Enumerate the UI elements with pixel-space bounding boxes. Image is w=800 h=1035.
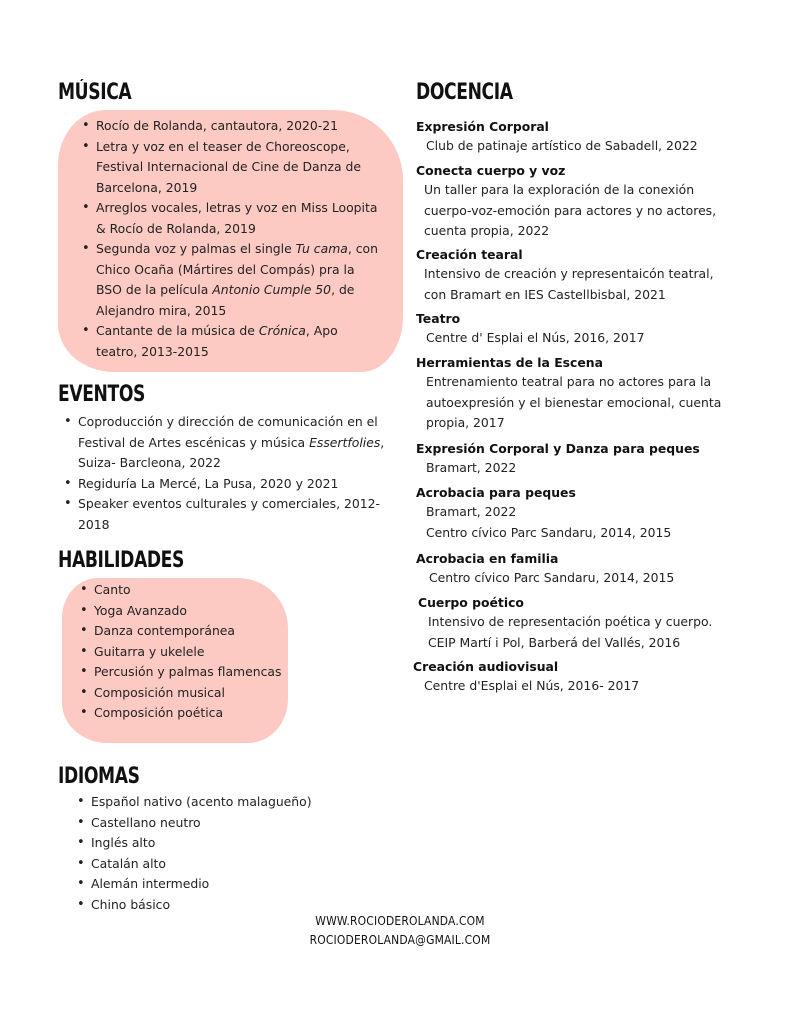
entry-line: Centro cívico Parc Sandaru, 2014, 2015 xyxy=(429,570,675,585)
list-item xyxy=(78,239,378,321)
docencia-entry xyxy=(418,594,748,653)
entry-title: Expresión Corporal xyxy=(416,119,549,134)
eventos-list xyxy=(60,412,390,535)
docencia-entry xyxy=(416,246,746,305)
entry-line: Bramart, 2022 xyxy=(426,504,517,519)
idiomas-title: IDIOMAS xyxy=(58,764,140,789)
item-text: Cantante de la música de xyxy=(96,323,259,338)
musica-title: MÚSICA xyxy=(58,80,132,105)
entry-line: cuerpo-voz-emoción para actores y no actores, xyxy=(424,202,717,218)
list-item: • Rocío de Rolanda, cantautora, 2020-21 xyxy=(78,116,378,137)
docencia-entry xyxy=(416,440,746,479)
list-item: • Letra y voz en el teaser de Choreoscope, Festival Internacional de Cine de Danza de Barcelona, 2019 xyxy=(78,137,378,199)
docencia-title: DOCENCIA xyxy=(416,80,513,105)
website-link[interactable]: WWW.ROCIODEROLANDA.COM xyxy=(315,913,485,928)
list-item: • Composición poética xyxy=(76,703,296,724)
entry-line: Un taller para la exploración de la conexión xyxy=(424,182,695,197)
habilidades-list xyxy=(76,580,296,724)
entry-line: Entrenamiento teatral para no actores para la xyxy=(426,374,712,389)
list-item xyxy=(78,321,378,362)
docencia-entry xyxy=(416,118,746,157)
list-item: • Chino básico xyxy=(73,895,373,916)
entry-title: Acrobacia para peques xyxy=(416,485,576,500)
entry-line: Club de patinaje artístico de Sabadell, 2022 xyxy=(426,138,698,153)
list-item: • Catalán alto xyxy=(73,854,373,875)
list-item: • Percusión y palmas flamencas xyxy=(76,662,296,683)
list-item: • Composición musical xyxy=(76,683,296,704)
docencia-entry xyxy=(416,484,746,543)
list-item: • Yoga Avanzado xyxy=(76,601,296,622)
list-item: • Arreglos vocales, letras y voz en Miss Loopita & Rocío de Rolanda, 2019 xyxy=(78,198,378,239)
item-text: Segunda voz y palmas el single xyxy=(96,241,296,256)
entry-title: Acrobacia en familia xyxy=(416,551,559,566)
entry-line: con Bramart en IES Castellbisbal, 2021 xyxy=(424,286,666,302)
entry-line: CEIP Martí i Pol, Barberá del Vallés, 2016 xyxy=(428,634,681,650)
eventos-title: EVENTOS xyxy=(58,382,146,407)
list-item: • Alemán intermedio xyxy=(73,874,373,895)
list-item: • Guitarra y ukelele xyxy=(76,642,296,663)
entry-line: cuenta propia, 2022 xyxy=(424,223,550,238)
item-text: , Suiza- Barcleona, 2022 xyxy=(78,434,385,470)
idiomas-list xyxy=(73,792,373,915)
list-item xyxy=(60,412,390,474)
entry-line: propia, 2017 xyxy=(426,415,505,430)
film-title: Antonio Cumple 50 xyxy=(212,282,332,297)
entry-line: autoexpresión y el bienestar emocional, cuenta xyxy=(426,394,722,410)
item-text: , de Alejandro mira, 2015 xyxy=(96,282,355,318)
docencia-entry xyxy=(416,550,746,589)
docencia-entry xyxy=(416,354,746,434)
docencia-entry xyxy=(416,162,746,242)
list-item: • Canto xyxy=(76,580,296,601)
entry-title: Creación audiovisual xyxy=(413,659,559,674)
list-item: • Español nativo (acento malagueño) xyxy=(73,792,373,813)
entry-title: Conecta cuerpo y voz xyxy=(416,163,566,178)
musica-list xyxy=(78,116,378,362)
docencia-entry xyxy=(413,658,743,697)
festival-name: Essertfolies xyxy=(309,434,381,450)
entry-line: Bramart, 2022 xyxy=(426,460,517,475)
song-title: Tu cama xyxy=(295,241,348,256)
entry-line: Centre d' Esplai el Nús, 2016, 2017 xyxy=(426,330,645,345)
entry-title: Expresión Corporal y Danza para peques xyxy=(416,441,700,456)
docencia-entry xyxy=(416,310,746,349)
item-text: , con Chico Ocaña (Mártires del Compás) pra la BSO de la película xyxy=(96,241,378,297)
entry-line: Intensivo de creación y representaicón teatral, xyxy=(424,266,714,281)
show-title: Crónica xyxy=(258,323,306,338)
entry-title: Herramientas de la Escena xyxy=(416,355,603,370)
item-text: , Apo teatro, 2013-2015 xyxy=(96,323,338,359)
list-item: • Regiduría La Mercé, La Pusa, 2020 y 2021 xyxy=(60,474,390,495)
entry-title: Creación tearal xyxy=(416,247,523,262)
entry-line: Centro cívico Parc Sandaru, 2014, 2015 xyxy=(426,524,672,540)
list-item: • Inglés alto xyxy=(73,833,373,854)
habilidades-title: HABILIDADES xyxy=(58,548,184,573)
entry-title: Cuerpo poético xyxy=(418,595,524,610)
email-link[interactable]: ROCIODEROLANDA@GMAIL.COM xyxy=(309,932,491,947)
list-item: • Castellano neutro xyxy=(73,813,373,834)
entry-line: Intensivo de representación poética y cuerpo. xyxy=(428,614,713,629)
entry-line: Centre d'Esplai el Nús, 2016- 2017 xyxy=(424,678,640,693)
item-text: Coproducción y dirección de comunicación en el Festival de Artes escénicas y música xyxy=(78,414,378,450)
list-item: • Speaker eventos culturales y comerciales, 2012-2018 xyxy=(60,494,390,535)
entry-title: Teatro xyxy=(416,311,461,326)
list-item: • Danza contemporánea xyxy=(76,621,296,642)
